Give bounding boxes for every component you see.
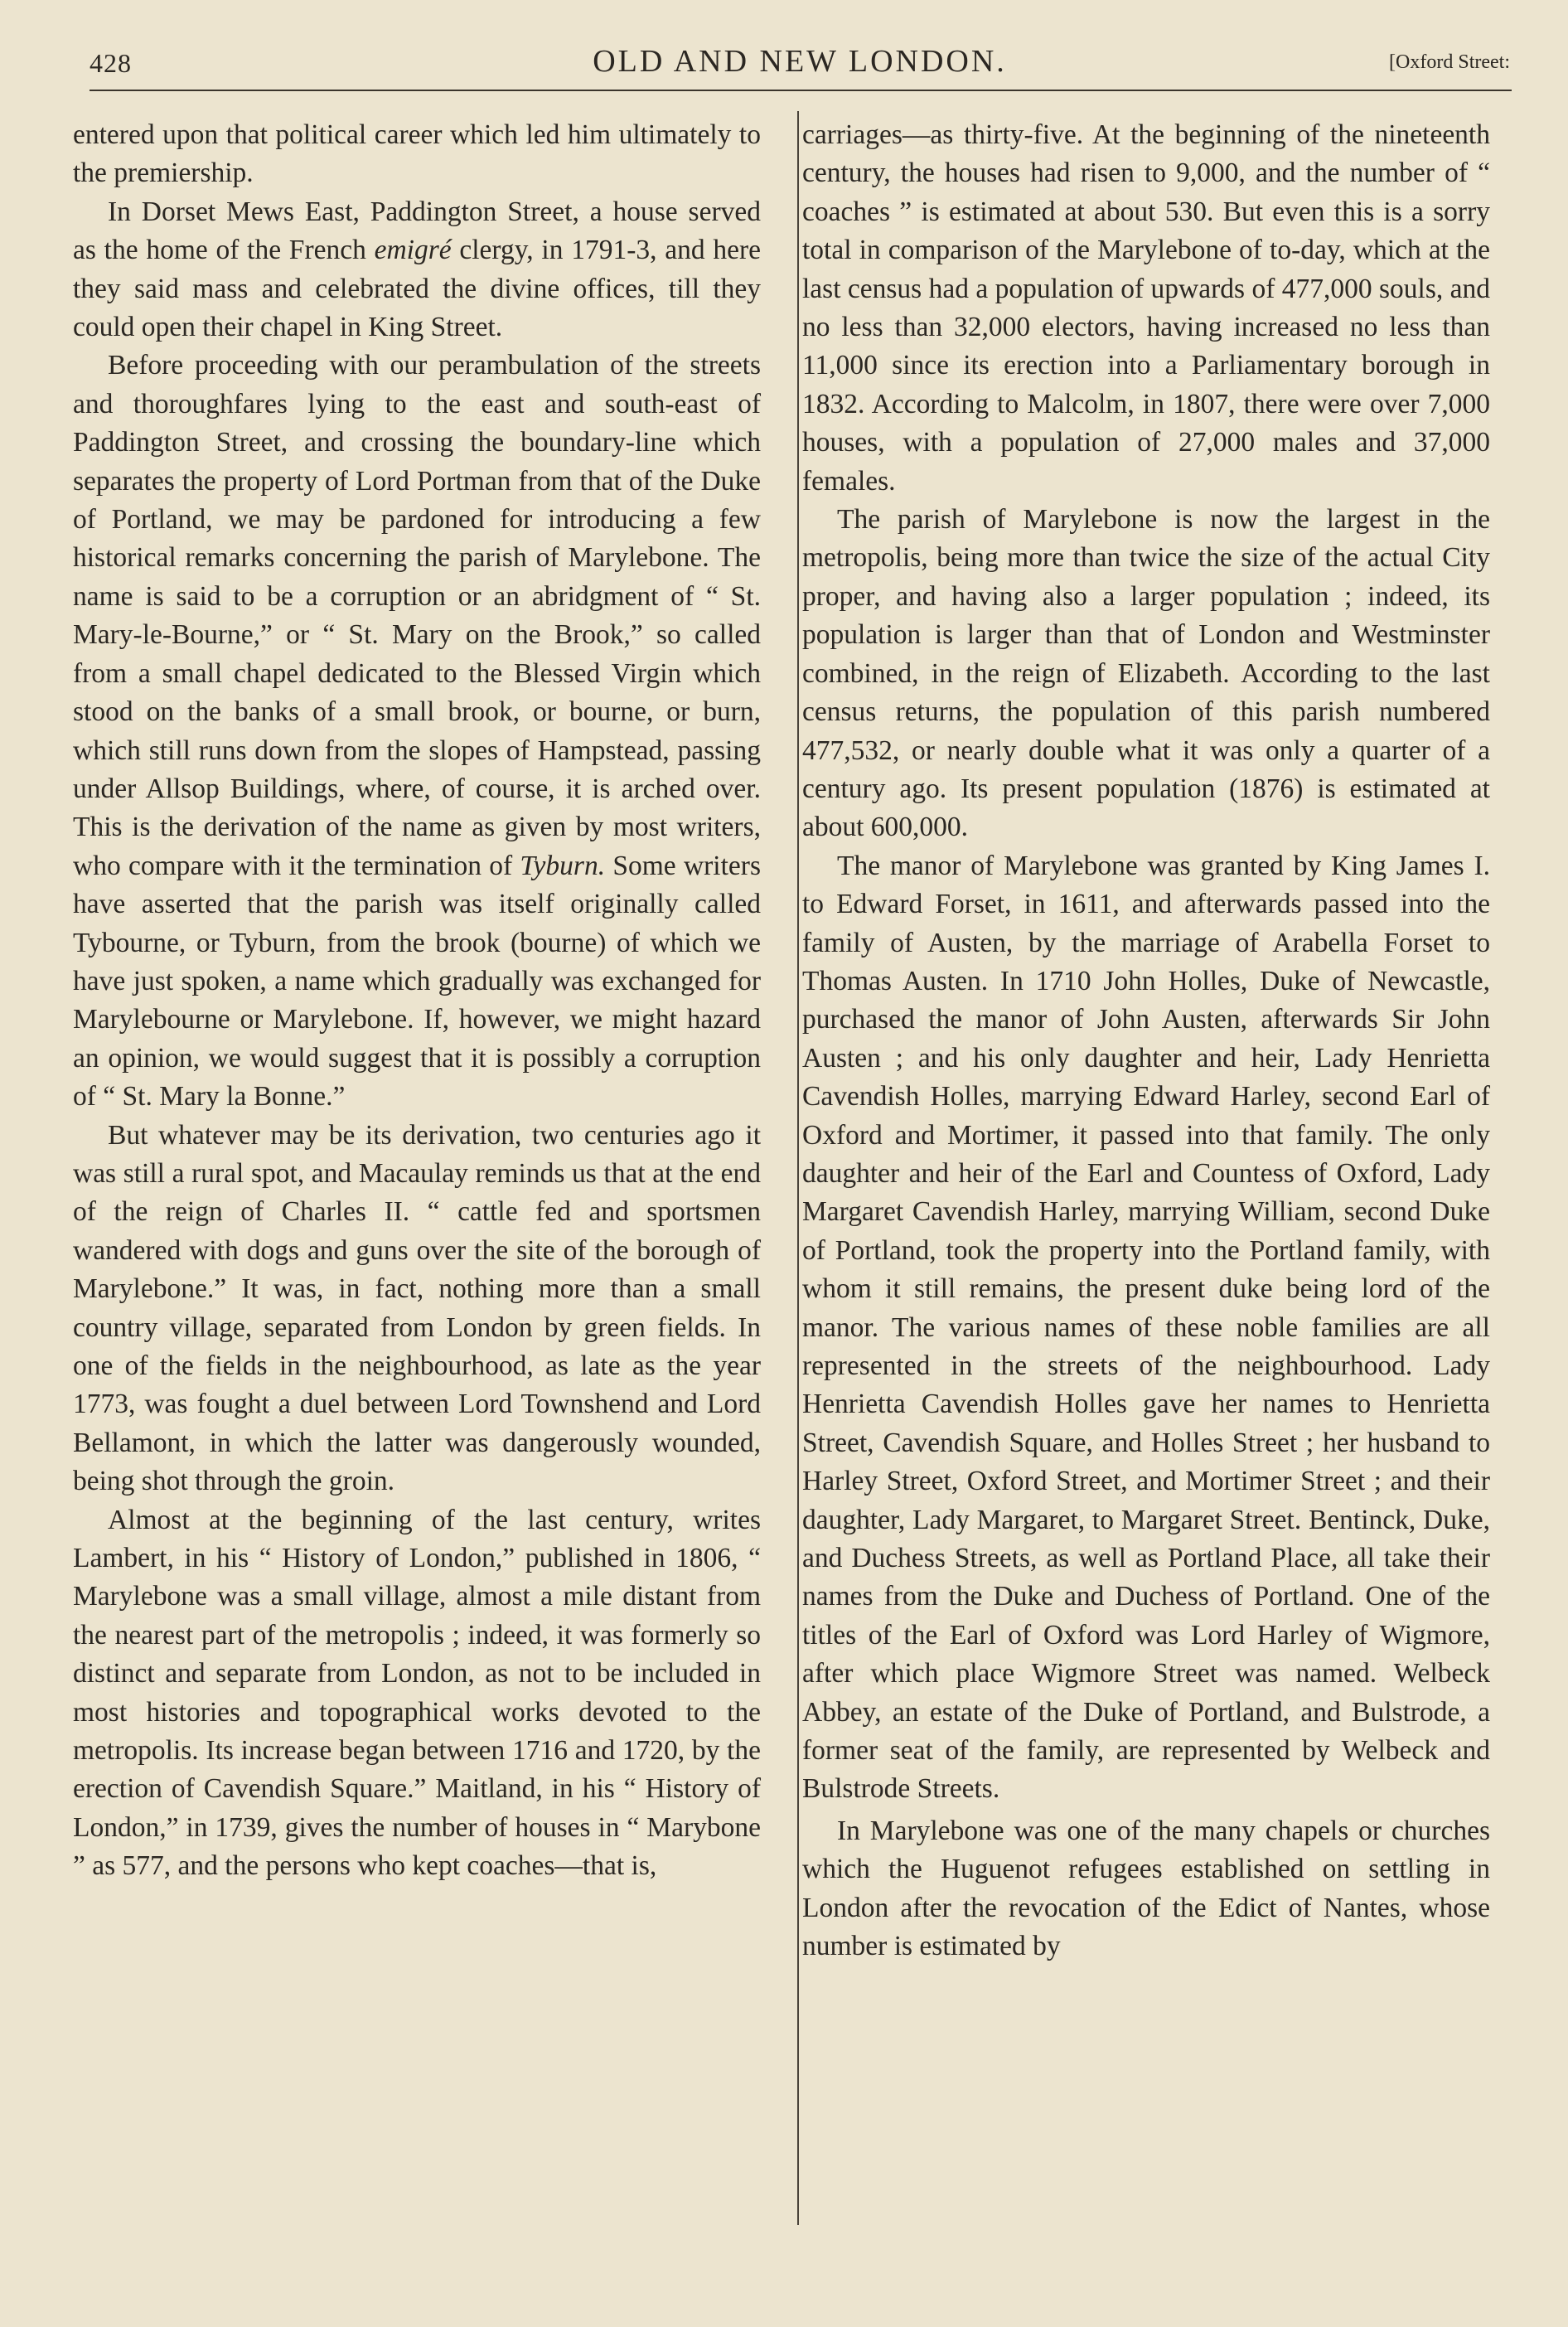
italic-term: Tyburn.: [520, 850, 606, 881]
book-title: OLD AND NEW LONDON.: [593, 44, 1007, 79]
section-label: [Oxford Street:: [1389, 51, 1510, 73]
paragraph: But whatever may be its derivation, two centuries ago it was still a rural spot, and Macaulay reminds us that at the end of the reign of Charles II. “ cattle fed and sportsmen wandered with dogs and guns over the site of the borough of Marylebone.” It was, in fact, nothing more than a small country village, separated from London by green fields. In one of the fields in the neighbourhood, as late as the year 1773, was fought a duel between Lord Townshend and Lord Bellamont, in which the latter was dangerously wounded, being shot through the groin.: [73, 1119, 761, 1497]
left-column: [73, 116, 761, 1886]
paragraph: [73, 347, 761, 1116]
paragraph: Almost at the beginning of the last century, writes Lambert, in his “ History of London,” published in 1806, “ Marylebone was a small village, almost a mile distant from the nearest part of the metropolis ; indeed, it was formerly so distinct and separate from London, as not to be included in most histories and topographical works devoted to the metropolis. Its increase began between 1716 and 1720, by the erection of Cavendish Square.” Maitland, in his “ History of London,” in 1739, gives the number of houses in “ Marybone ” as 577, and the persons who kept coaches—that is,: [73, 1504, 761, 1882]
paragraph: The parish of Marylebone is now the largest in the metropolis, being more than twice the size of the actual City proper, and having also a larger population ; indeed, its population is larger than that of London and Westminster combined, in the reign of Elizabeth. According to the last census returns, the population of this parish numbered 477,532, or nearly double what it was only a quarter of a century ago. Its present population (1876) is estimated at about 600,000.: [802, 504, 1490, 843]
running-header: [90, 43, 1510, 89]
italic-term: emigré: [374, 235, 452, 266]
header-rule: [90, 90, 1512, 91]
text-run: Some writers have asserted that the parish was itself originally called Tybourne, or Tyburn, from the brook (bourne) of which we have just spoken, a name which gradually was exchanged for Marylebourne or Marylebone. If, however, we might hazard an opinion, we would suggest that it is possibly a corruption of “ St. Mary la Bonne.”: [73, 850, 761, 1113]
paragraph: entered upon that political career which led him ultimately to the premiership.: [73, 119, 761, 189]
paragraph: [73, 193, 761, 347]
text-run: Before proceeding with our perambulation of the streets and thoroughfares lying to the east and south-east of Paddington Street, and crossing the boundary-line which separates the property of Lord Portman from that of the Duke of Portland, we may be pardoned for introducing a few historical remarks concerning the parish of Marylebone. The name is said to be a corruption or an abridgment of “ St. Mary-le-Bourne,” or “ St. Mary on the Brook,” so called from a small chapel dedicated to the Blessed Virgin which stood on the banks of a small brook, or bourne, or burn, which still runs down from the slopes of Hampstead, passing under Allsop Buildings, where, of course, it is arched over. This is the derivation of the name as given by most writers, who compare with it the termination of: [73, 350, 761, 881]
column-rule: [797, 111, 799, 2225]
text-run: clergy, in 1791-3, and here they said mass and celebrated the divine offices, till they could open their chapel in King Street.: [73, 235, 761, 343]
right-column: [802, 116, 1490, 1966]
paragraph: The manor of Marylebone was granted by King James I. to Edward Forset, in 1611, and afterwards passed into the family of Austen, by the marriage of Arabella Forset to Thomas Austen. In 1710 John Holles, Duke of Newcastle, purchased the manor of John Austen, afterwards Sir John Austen ; and his only daughter and heir, Lady Henrietta Cavendish Holles, marrying Edward Harley, second Earl of Oxford and Mortimer, it passed into that family. The only daughter and heir of the Earl and Countess of Oxford, Lady Margaret Cavendish Harley, marrying William, second Duke of Portland, took the property into the Portland family, with whom it still remains, the present duke being lord of the manor. The various names of these noble families are all represented in the streets of the neighbourhood. Lady Henrietta Cavendish Holles gave her names to Henrietta Street, Cavendish Square, and Holles Street ; her husband to Harley Street, Oxford Street, and Mortimer Street ; and their daughter, Lady Margaret, to Margaret Street. Bentinck, Duke, and Duchess Streets, as well as Portland Place, all take their names from the Duke and Duchess of Portland. One of the titles of the Earl of Oxford was Lord Harley of Wigmore, after which place Wigmore Street was named. Welbeck Abbey, an estate of the Duke of Portland, and Bulstrode, a former seat of the family, are represented by Welbeck and Bulstrode Streets.: [802, 850, 1490, 1805]
text-run: In Dorset Mews East, Paddington Street, a house served as the home of the French: [73, 196, 761, 266]
paragraph: carriages—as thirty-five. At the beginning of the nineteenth century, the houses had risen to 9,000, and the number of “ coaches ” is estimated at about 530. But even this is a sorry total in comparison of the Marylebone of to-day, which at the last census had a population of upwards of 477,000 souls, and no less than 32,000 electors, having increased no less than 11,000 since its erection into a Parliamentary borough in 1832. According to Malcolm, in 1807, there were over 7,000 houses, with a population of 27,000 males and 37,000 females.: [802, 119, 1490, 497]
page-number: 428: [90, 48, 132, 78]
paragraph: In Marylebone was one of the many chapels or churches which the Huguenot refugees established on settling in London after the revocation of the Edict of Nantes, whose number is estimated by: [802, 1815, 1490, 1962]
